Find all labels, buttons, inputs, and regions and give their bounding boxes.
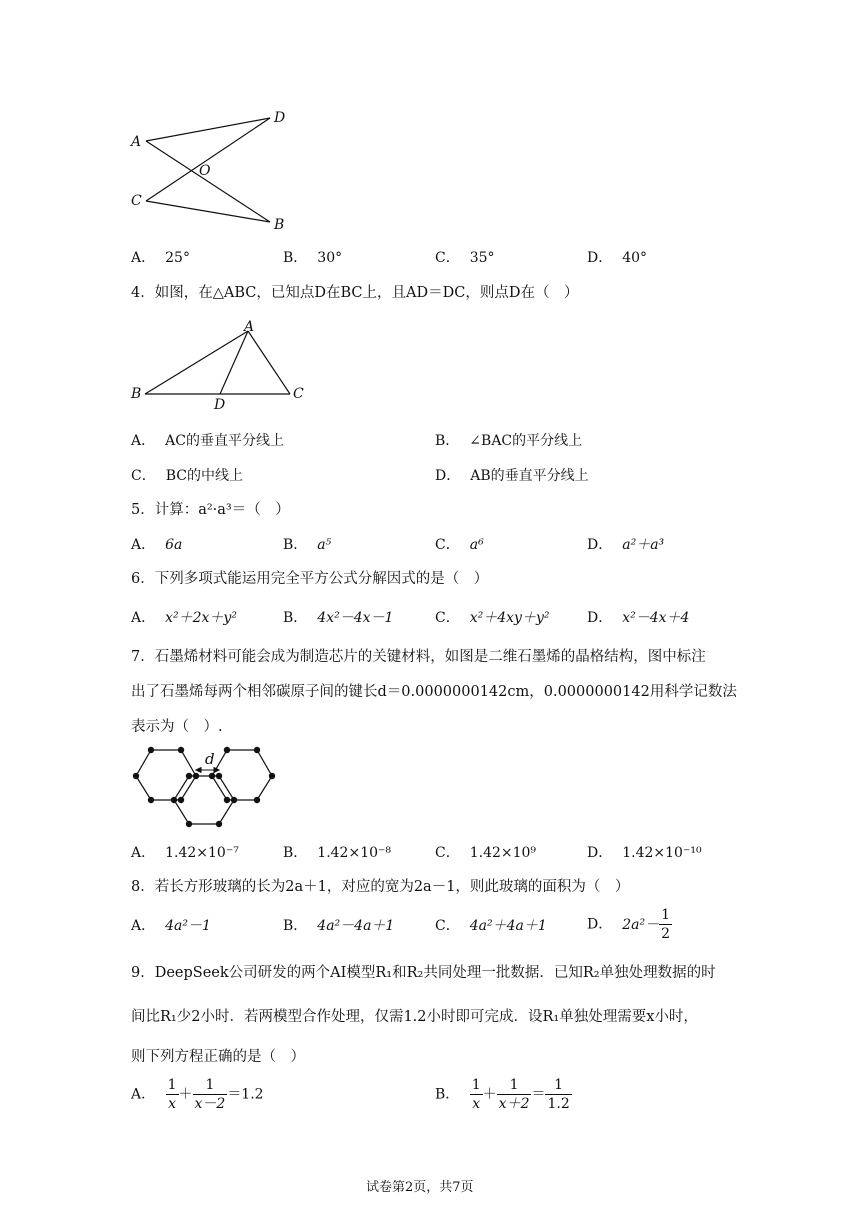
q7-option-d[interactable]: D． 1.42×10⁻¹⁰ bbox=[587, 845, 702, 861]
fig3-label-b: B bbox=[274, 217, 285, 233]
q5-option-d[interactable]: D． a²＋a³ bbox=[587, 537, 665, 553]
q8-stem: 8．若长方形玻璃的长为2a＋1，对应的宽为2a－1，则此玻璃的面积为（ ） bbox=[131, 879, 630, 895]
q8-option-b[interactable]: B． 4a²－4a＋1 bbox=[283, 918, 395, 934]
fig3-label-c: C bbox=[131, 193, 142, 209]
fig4-label-a: A bbox=[244, 319, 255, 335]
fig4-label-d: D bbox=[214, 397, 226, 413]
q3-option-d[interactable]: D． 40° bbox=[587, 250, 648, 266]
q8-option-c[interactable]: C． 4a²＋4a＋1 bbox=[435, 918, 547, 934]
q3-option-c[interactable]: C． 35° bbox=[435, 250, 495, 266]
fig3-label-o: O bbox=[199, 163, 211, 179]
q9-b-fraction-2: $\frac{1}{x+2}$ bbox=[498, 1077, 530, 1112]
q9-b-fraction-3: $\frac{1}{1.2}$ bbox=[547, 1077, 570, 1112]
q3-option-a[interactable]: A． 25° bbox=[131, 250, 190, 266]
q4-option-a[interactable]: A． AC的垂直平分线上 bbox=[131, 433, 284, 449]
q4-option-b[interactable]: B． ∠BAC的平分线上 bbox=[435, 433, 583, 449]
q6-option-b[interactable]: B． 4x²－4x－1 bbox=[283, 610, 394, 626]
q9-line-1: 9．DeepSeek公司研发的两个AI模型R₁和R₂共同处理一批数据．已知R₂单独处理数据的时 bbox=[131, 965, 716, 981]
fig4-label-b: B bbox=[131, 386, 142, 402]
q8-option-d[interactable]: D． 2a²－ $\frac{1}{2}$ bbox=[587, 907, 671, 942]
q6-option-d[interactable]: D． x²－4x＋4 bbox=[587, 610, 690, 626]
q6-stem: 6．下列多项式能运用完全平方公式分解因式的是（ ） bbox=[131, 571, 489, 587]
q9-option-b[interactable]: B． $\frac{1}{x}$ ＋ $\frac{1}{x+2}$ ＝ $\frac{1}{1.2}$ bbox=[435, 1077, 570, 1112]
q9-option-a[interactable]: A． $\frac{1}{x}$ ＋ $\frac{1}{x-2}$ ＝1.2 bbox=[131, 1077, 264, 1112]
q3-option-b[interactable]: B． 30° bbox=[283, 250, 343, 266]
q9-b-fraction-1: $\frac{1}{x}$ bbox=[471, 1077, 481, 1112]
q7-option-c[interactable]: C． 1.42×10⁹ bbox=[435, 845, 537, 861]
q7-option-b[interactable]: B． 1.42×10⁻⁸ bbox=[283, 845, 392, 861]
q9-a-fraction-2: $\frac{1}{x-2}$ bbox=[194, 1077, 226, 1112]
q4-option-c[interactable]: C． BC的中线上 bbox=[131, 468, 243, 484]
q5-stem: 5．计算：a²·a³＝（ ） bbox=[131, 502, 290, 518]
fig7-label-d: d bbox=[205, 750, 215, 768]
q4-option-d[interactable]: D． AB的垂直平分线上 bbox=[435, 468, 589, 484]
q6-option-c[interactable]: C． x²＋4xy＋y² bbox=[435, 610, 550, 626]
q4-stem: 4．如图，在△ABC，已知点D在BC上，且AD＝DC，则点D在（ ） bbox=[131, 285, 579, 301]
q9-line-2: 间比R₁少2小时．若两模型合作处理，仅需1.2小时即可完成．设R₁单独处理需要x小时， bbox=[131, 1009, 698, 1025]
fig3-label-a: A bbox=[131, 134, 142, 150]
q5-option-c[interactable]: C． a⁶ bbox=[435, 537, 484, 553]
q5-option-a[interactable]: A． 6a bbox=[131, 537, 183, 553]
fig3-label-d: D bbox=[274, 110, 286, 126]
q7-line-2: 出了石墨烯每两个相邻碳原子间的键长d＝0.0000000142cm，0.0000000142用科学记数法 bbox=[131, 684, 737, 700]
q9-line-3: 则下列方程正确的是（ ） bbox=[131, 1049, 305, 1065]
q6-option-a[interactable]: A． x²＋2x＋y² bbox=[131, 610, 237, 626]
q7-line-1: 7．石墨烯材料可能会成为制造芯片的关键材料，如图是二维石墨烯的晶格结构，图中标注 bbox=[131, 649, 706, 665]
q7-option-a[interactable]: A． 1.42×10⁻⁷ bbox=[131, 845, 239, 861]
fig4-label-c: C bbox=[293, 386, 304, 402]
page-footer: 试卷第2页，共7页 bbox=[366, 1180, 474, 1195]
q7-line-3: 表示为（ ）. bbox=[131, 719, 223, 735]
q5-option-b[interactable]: B． a⁵ bbox=[283, 537, 332, 553]
q8-option-d-fraction: $\frac{1}{2}$ bbox=[661, 907, 671, 942]
q9-a-fraction-1: $\frac{1}{x}$ bbox=[167, 1077, 177, 1112]
q8-option-a[interactable]: A． 4a²－1 bbox=[131, 918, 211, 934]
